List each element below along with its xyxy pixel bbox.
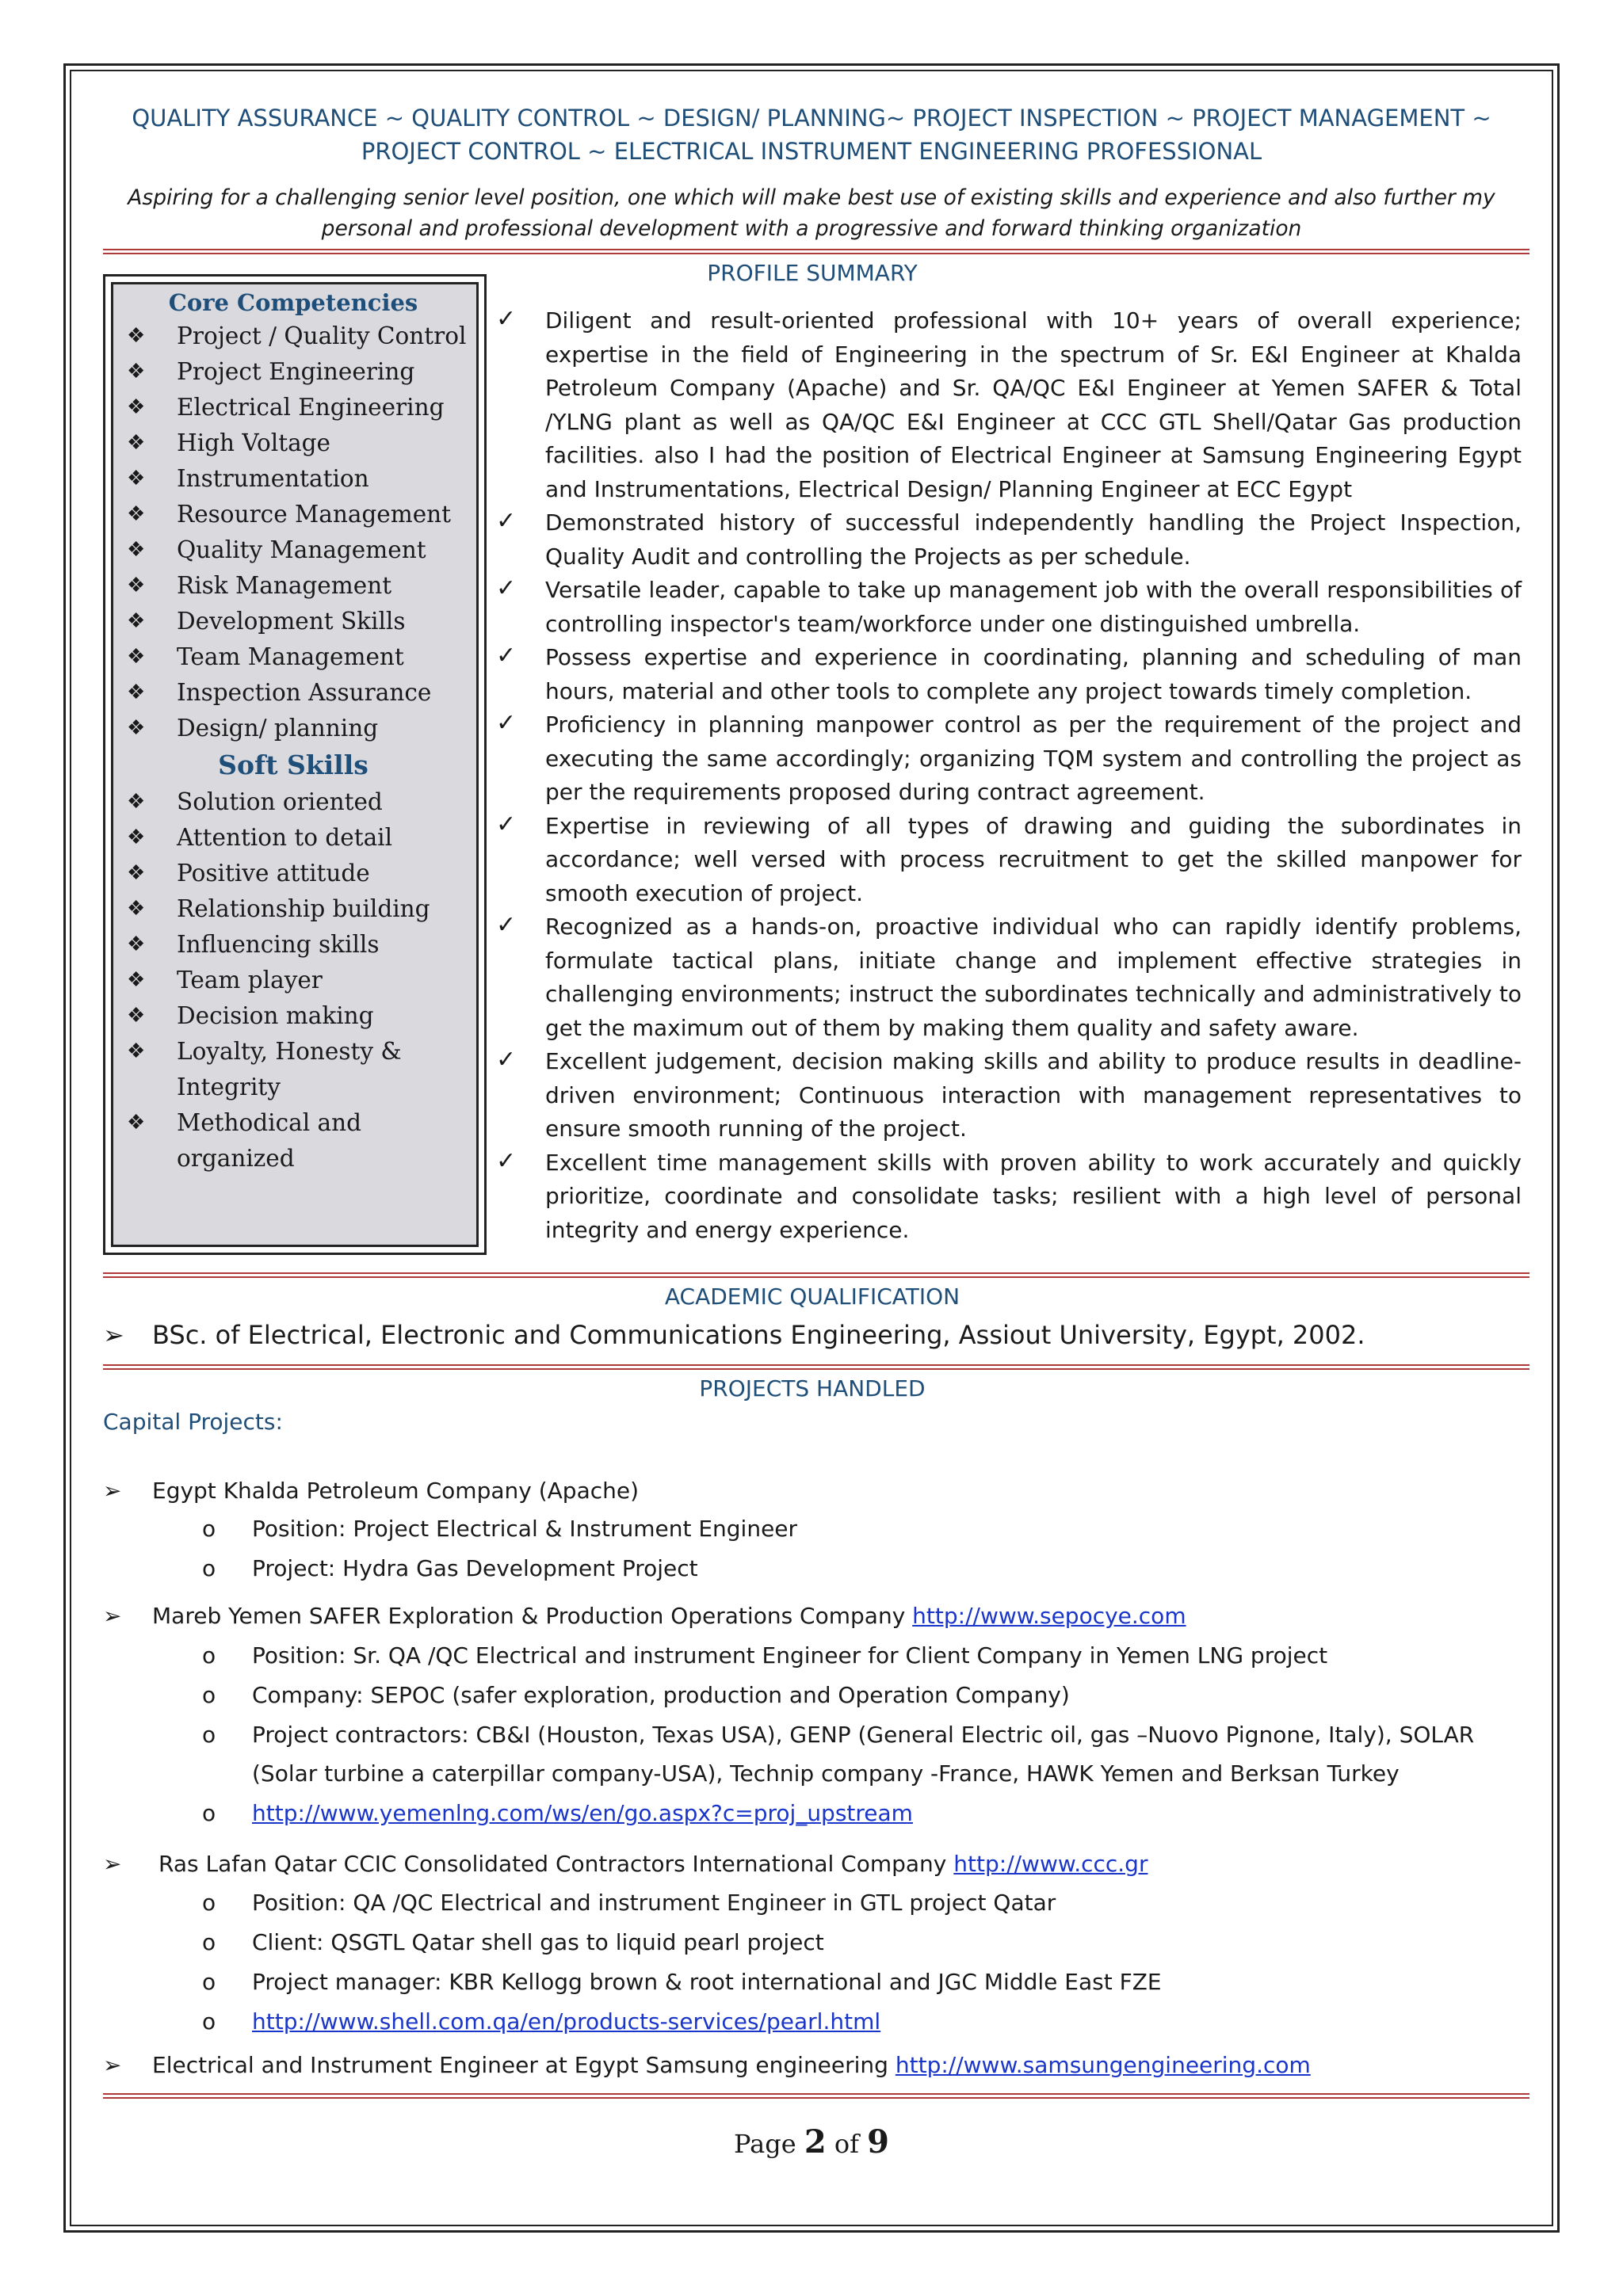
company-link[interactable]: http://www.samsungengineering.com [895, 2052, 1311, 2078]
list-item: ✓ Possess expertise and experience in coordinating, planning and scheduling of man hours, material and other tools to complete any project towards timely completion. [491, 641, 1522, 708]
diamond-bullet-icon: ❖ [127, 609, 146, 633]
checkmark-icon: ✓ [496, 1046, 517, 1074]
arrow-bullet-icon: ➢ [103, 1320, 124, 1350]
profile-summary-title: PROFILE SUMMARY [707, 260, 918, 286]
diamond-bullet-icon: ❖ [127, 826, 146, 849]
circle-bullet-icon: o [202, 1682, 216, 1708]
list-item: ❖ Team Management [119, 639, 468, 675]
list-item: ❖ Team player [119, 963, 468, 998]
diamond-bullet-icon: ❖ [127, 645, 146, 669]
divider [103, 1364, 1529, 1370]
circle-bullet-icon: o [202, 1555, 216, 1581]
list-item: ❖ Relationship building [119, 891, 468, 927]
checkmark-icon: ✓ [496, 642, 517, 669]
soft-skills-title: Soft Skills [218, 749, 369, 780]
project-link[interactable]: http://www.yemenlng.com/ws/en/go.aspx?c=proj_upstream [252, 1800, 913, 1826]
list-item: ❖ Risk Management [119, 568, 468, 604]
list-item: ❖ Loyalty, Honesty & Integrity [119, 1034, 468, 1105]
list-item: ✓ Proficiency in planning manpower control as per the requirement of the project and executing the same accordingly; organizing TQM system and controlling the project as per the requirements proposed during contract agreement. [491, 708, 1522, 810]
arrow-bullet-icon: ➢ [103, 1603, 122, 1629]
list-item: ❖ Attention to detail [119, 820, 468, 856]
list-item: ❖ Development Skills [119, 604, 468, 639]
list-item: ❖ Decision making [119, 998, 468, 1034]
project-link[interactable]: http://www.shell.com.qa/en/products-services/pearl.html [252, 2008, 881, 2035]
checkmark-icon: ✓ [496, 709, 517, 737]
list-item: ✓ Versatile leader, capable to take up management job with the overall responsibilities of controlling inspector's team/workforce under one distinguished umbrella. [491, 574, 1522, 641]
circle-bullet-icon: o [202, 2008, 216, 2035]
list-item: ❖ Solution oriented [119, 784, 468, 820]
list-item: ✓ Expertise in reviewing of all types of drawing and guiding the subordinates in accordance; well versed with process recruitment to get the skilled manpower for smooth execution of project. [491, 810, 1522, 911]
circle-bullet-icon: o [202, 1800, 216, 1826]
list-item: ✓ Diligent and result-oriented professional with 10+ years of overall experience; expertise in the field of Engineering in the spectrum of Sr. E&I Engineer at Khalda Petroleum Company (Apache) and Sr. QA/QC E&I Engineer at Yemen SAFER & Total /YLNG plant as well as QA/QC E&I Engineer at CCC GTL Shell/Qatar Gas production facilities. also I had the position of Electrical Engineer at Samsung Engineering Egypt and Instrumentations, Electrical Design/ Planning Engineer at ECC Egypt [491, 304, 1522, 506]
list-item: ❖ Resource Management [119, 497, 468, 532]
list-item: ✓ Demonstrated history of successful independently handling the Project Inspection, Quality Audit and controlling the Projects as per schedule. [491, 506, 1522, 574]
academic-degree: ➢ BSc. of Electrical, Electronic and Communications Engineering, Assiout University, Egypt, 2002. [103, 1318, 1529, 1352]
company-link[interactable]: http://www.sepocye.com [912, 1603, 1186, 1629]
diamond-bullet-icon: ❖ [127, 360, 146, 383]
diamond-bullet-icon: ❖ [127, 538, 146, 562]
arrow-bullet-icon: ➢ [103, 1478, 122, 1504]
core-competencies-list [119, 318, 468, 746]
objective-statement: Aspiring for a challenging senior level position, one which will make best use of existing skills and experience and also further my personal and professional development with a progressive and forward thinking organization [128, 185, 1495, 241]
list-item: ❖ Quality Management [119, 532, 468, 568]
diamond-bullet-icon: ❖ [127, 574, 146, 597]
diamond-bullet-icon: ❖ [127, 933, 146, 956]
diamond-bullet-icon: ❖ [127, 1111, 146, 1135]
headline: QUALITY ASSURANCE ~ QUALITY CONTROL ~ DESIGN/ PLANNING~ PROJECT INSPECTION ~ PROJECT MANAGEMENT ~ PROJECT CONTROL ~ ELECTRICAL INSTRUMENT ENGINEERING PROFESSIONAL [132, 105, 1491, 165]
list-item: ❖ Design/ planning [119, 711, 468, 746]
list-item: ❖ Electrical Engineering [119, 390, 468, 425]
checkmark-icon: ✓ [496, 810, 517, 838]
circle-bullet-icon: o [202, 1890, 216, 1916]
diamond-bullet-icon: ❖ [127, 395, 146, 419]
checkmark-icon: ✓ [496, 305, 517, 333]
capital-projects-label: Capital Projects: [103, 1409, 283, 1435]
diamond-bullet-icon: ❖ [127, 897, 146, 921]
circle-bullet-icon: o [202, 1642, 216, 1669]
diamond-bullet-icon: ❖ [127, 1039, 146, 1063]
list-item: ❖ High Voltage [119, 425, 468, 461]
list-item: ✓ Excellent judgement, decision making skills and ability to produce results in deadline-driven environment; Continuous interaction with management representatives to ensure smooth running of the project. [491, 1045, 1522, 1146]
divider [103, 1272, 1529, 1278]
diamond-bullet-icon: ❖ [127, 790, 146, 814]
profile-summary-list [491, 304, 1522, 1247]
projects-title: PROJECTS HANDLED [699, 1375, 926, 1402]
checkmark-icon: ✓ [496, 574, 517, 602]
divider [103, 2093, 1529, 2099]
diamond-bullet-icon: ❖ [127, 431, 146, 455]
core-competencies-title: Core Competencies [168, 289, 418, 316]
list-item: ✓ Excellent time management skills with proven ability to work accurately and quickly prioritize, coordinate and consolidate tasks; resilient with a high level of personal integrity and energy experience. [491, 1146, 1522, 1248]
arrow-bullet-icon: ➢ [103, 2052, 122, 2078]
checkmark-icon: ✓ [496, 507, 517, 535]
diamond-bullet-icon: ❖ [127, 968, 146, 992]
list-item: ❖ Project / Quality Control [119, 318, 468, 354]
diamond-bullet-icon: ❖ [127, 467, 146, 490]
list-item: ❖ Positive attitude [119, 856, 468, 891]
circle-bullet-icon: o [202, 1516, 216, 1542]
circle-bullet-icon: o [202, 1969, 216, 1995]
list-item: ❖ Instrumentation [119, 461, 468, 497]
divider [103, 249, 1529, 254]
diamond-bullet-icon: ❖ [127, 861, 146, 885]
diamond-bullet-icon: ❖ [127, 681, 146, 704]
resume-page: QUALITY ASSURANCE ~ QUALITY CONTROL ~ DESIGN/ PLANNING~ PROJECT INSPECTION ~ PROJECT MANAGEMENT ~ PROJECT CONTROL ~ ELECTRICAL INSTRUMENT ENGINEERING PROFESSIONAL Aspiring for a challenging senior level position, one which will make best use of existing skills and experience and also further my personal and professional development with a progressive and forward thinking organization PROFILE SUMMARY Core Competencies ❖ Project / Quality Control ❖ Project Engineering ❖ Electrical Engineering ❖ High Voltage ❖ Instrumentation ❖ Resource Management ❖ Quality Management ❖ Risk Management ❖ Development Skills ❖ Team Management ❖ Inspection Assurance ❖ Design/ planning Soft Skills ❖ Solution oriented ❖ Attention to detail ❖ Positive attitude ❖ Relationship building ❖ Influencing skills ❖ Team player ❖ Decision making ❖ Loyalty, Honesty & Integrity ❖ Methodical and organized ✓ Diligent and result-oriented professional with 10+ years of overall experience; expertise in the field of Engineering in the spectrum of Sr. E&I Engineer at Khalda Petroleum Company (Apache) and Sr. QA/QC E&I Engineer at Yemen SAFER & Total /YLNG plant as well as QA/QC E&I Engineer at CCC GTL Shell/Qatar Gas production facilities. also I had the position of Electrical Engineer at Samsung Engineering Egypt and Instrumentations, Electrical Design/ Planning Engineer at ECC Egypt ✓ Demonstrated history of successful independently handling the Project Inspection, Quality Audit and controlling the Projects as per schedule. ✓ Versatile leader, capable to take up management job with the overall responsibilities of controlling inspector's team/workforce under one distinguished umbrella. ✓ Possess expertise and experience in coordinating, planning and scheduling of man hours, material and other tools to complete any project towards timely completion. ✓ Proficiency in planning manpower control as per the requirement of the project and executing the same accordingly; organizing TQM system and controlling the project as per the requirements proposed during contract agreement. ✓ Expertise in reviewing of all types of drawing and guiding the subordinates in accordance; well versed with process recruitment to get the skilled manpower for smooth execution of project. ✓ Recognized as a hands-on, proactive individual who can rapidly identify problems, formulate tactical plans, initiate change and implement effective strategies in challenging environments; instruct the subordinates technically and administratively to get the maximum out of them by making them quality and safety aware. ✓ Excellent judgement, decision making skills and ability to produce results in deadline-driven environment; Continuous interaction with management representatives to ensure smooth running of the project. ✓ Excellent time management skills with proven ability to work accurately and quickly prioritize, coordinate and consolidate tasks; resilient with a high level of personal integrity and energy experience. ACADEMIC QUALIFICATION ➢ BSc. of Electrical, Electronic and Communications Engineering, Assiout University, Egypt, 2002. PROJECTS HANDLED Capital Projects: ➢ Egypt Khalda Petroleum Company (Apache) o Position: Project Electrical & Instrument Engineer o Project: Hydra Gas Development Project ➢ Mareb Yemen SAFER Exploration & Production Operations Company http://www.sepocye.com o Position: Sr. QA /QC Electrical and instrument Engineer for Client Company in Yemen LNG project o Company: SEPOC (safer exploration, production and Operation Company) o Project contractors: CB&I (Houston, Texas USA), GENP (General Electric oil, gas –Nuovo Pignone, Italy), SOLAR (Solar turbine a caterpillar company-USA), Technip company -France, HAWK Yemen and Berksan Turkey o http://www.yemenlng.com/ws/en/go.aspx?c=proj_upstream ➢ Ras Lafan Qatar CCIC Consolidated Contractors International Company http://www.ccc.gr o Position: QA /QC Electrical and instrument Engineer in GTL project Qatar o Client: QSGTL Qatar shell gas to liquid pearl project o Project manager: KBR Kellogg brown & root international and JGC Middle East FZE o http://www.shell.com.qa/en/products-services/pearl.html ➢ Electrical and Instrument Engineer at Egypt Samsung engineering http://www.samsungengineering.com Page 2 of 9 [0, 0, 1623, 2296]
arrow-bullet-icon: ➢ [103, 1851, 122, 1877]
diamond-bullet-icon: ❖ [127, 716, 146, 740]
list-item: ✓ Recognized as a hands-on, proactive individual who can rapidly identify problems, formulate tactical plans, initiate change and implement effective strategies in challenging environments; instruct the subordinates technically and administratively to get the maximum out of them by making them quality and safety aware. [491, 910, 1522, 1045]
company-link[interactable]: http://www.ccc.gr [953, 1851, 1148, 1877]
checkmark-icon: ✓ [496, 1146, 517, 1175]
list-item: ❖ Methodical and organized [119, 1105, 468, 1177]
circle-bullet-icon: o [202, 1722, 216, 1748]
academic-title: ACADEMIC QUALIFICATION [664, 1283, 960, 1310]
list-item: ❖ Project Engineering [119, 354, 468, 390]
page-number: Page 2 of 9 [734, 2123, 889, 2161]
list-item: ❖ Influencing skills [119, 927, 468, 963]
sidebar [119, 287, 468, 1177]
circle-bullet-icon: o [202, 1929, 216, 1955]
checkmark-icon: ✓ [496, 911, 517, 939]
soft-skills-list [119, 784, 468, 1177]
list-item: ❖ Inspection Assurance [119, 675, 468, 711]
diamond-bullet-icon: ❖ [127, 502, 146, 526]
diamond-bullet-icon: ❖ [127, 1004, 146, 1028]
diamond-bullet-icon: ❖ [127, 324, 146, 348]
